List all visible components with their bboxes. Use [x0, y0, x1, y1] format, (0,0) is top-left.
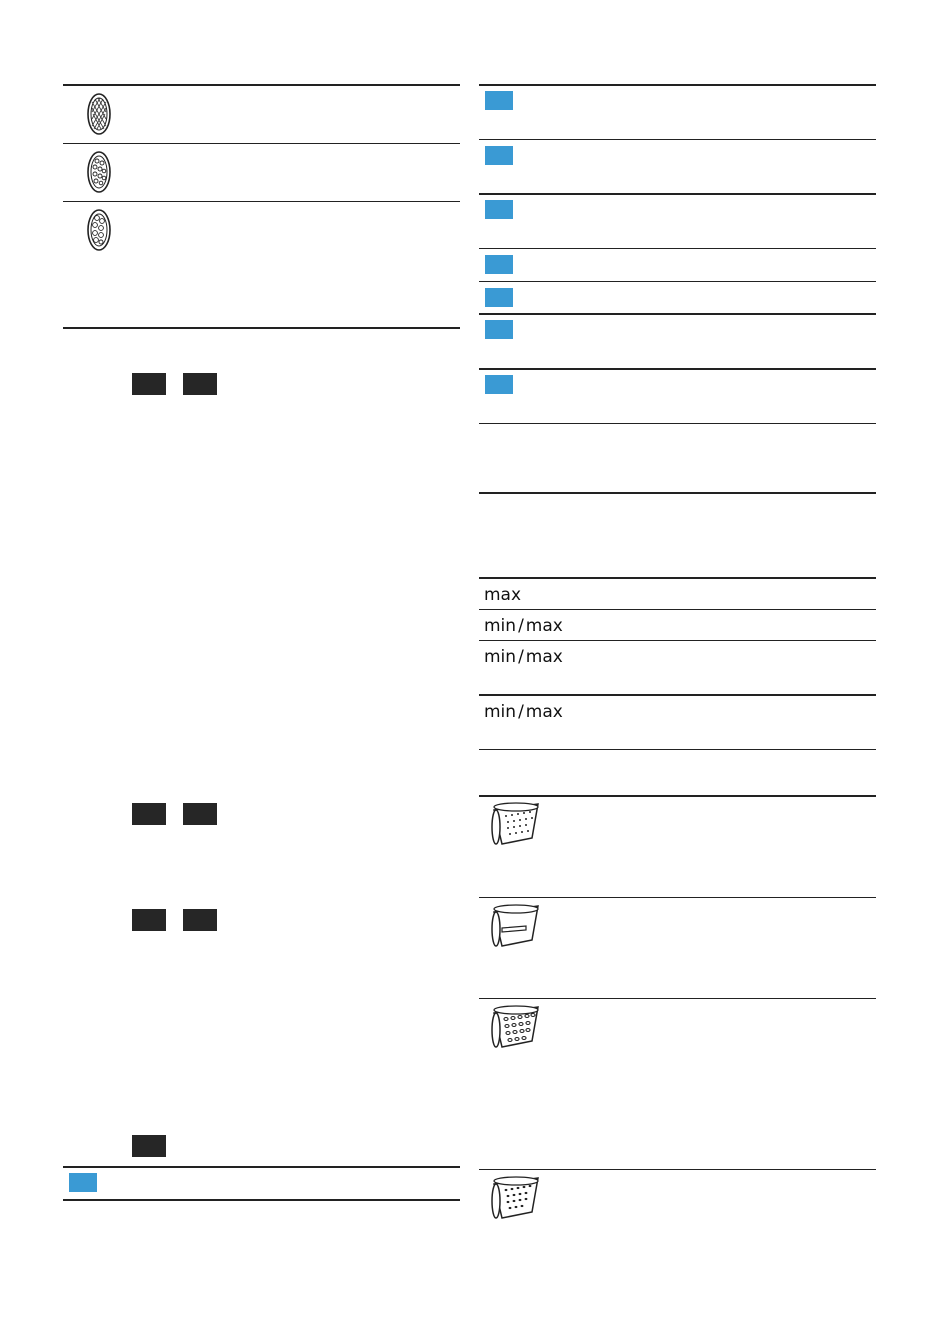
blue-marker	[485, 255, 513, 274]
speed-label-min-max	[484, 702, 563, 722]
table-rule	[479, 609, 876, 610]
coarse-grater-drum-icon	[486, 1003, 546, 1053]
table-rule	[63, 1199, 460, 1201]
table-rule	[479, 368, 876, 370]
speed-label-max	[484, 585, 521, 605]
table-rule	[479, 694, 876, 696]
speed-label-min-max	[484, 616, 563, 636]
key-badge	[132, 803, 166, 825]
key-badge	[132, 373, 166, 395]
speed-max-text: max	[525, 616, 563, 636]
speed-min-text: min	[484, 616, 517, 636]
table-rule	[479, 248, 876, 249]
table-rule	[479, 84, 876, 86]
fine-grater-drum-icon	[486, 800, 546, 850]
blue-marker	[69, 1173, 97, 1192]
table-rule	[479, 492, 876, 494]
blue-marker	[485, 200, 513, 219]
table-rule	[63, 143, 460, 144]
speed-separator: /	[518, 616, 524, 636]
speed-max-text: max	[525, 702, 563, 722]
key-badge	[183, 803, 217, 825]
table-rule	[479, 423, 876, 424]
coarse-hole-disc-icon	[84, 208, 114, 252]
blue-marker	[485, 375, 513, 394]
key-badge	[132, 1135, 166, 1157]
table-rule	[479, 640, 876, 641]
speed-separator: /	[518, 702, 524, 722]
key-badge	[183, 373, 217, 395]
table-rule	[479, 897, 876, 898]
table-rule	[479, 281, 876, 282]
table-rule	[479, 577, 876, 579]
fine-grid-disc-icon	[84, 92, 114, 136]
speed-separator: /	[518, 647, 524, 667]
table-rule	[479, 998, 876, 999]
speed-max-text: max	[525, 647, 563, 667]
table-rule	[63, 1166, 460, 1168]
table-rule	[63, 84, 460, 86]
table-rule	[63, 327, 460, 329]
key-badge	[183, 909, 217, 931]
table-rule	[479, 193, 876, 195]
table-rule	[479, 139, 876, 140]
slicing-drum-icon	[486, 902, 546, 952]
medium-hole-disc-icon	[84, 150, 114, 194]
key-badge	[132, 909, 166, 931]
speed-label-min-max	[484, 647, 563, 667]
table-rule	[63, 201, 460, 202]
table-rule	[479, 749, 876, 750]
table-rule	[479, 795, 876, 797]
speed-min-text: min	[484, 647, 517, 667]
table-rule	[479, 313, 876, 315]
medium-grater-drum-icon	[486, 1174, 546, 1224]
speed-min-text: min	[484, 702, 517, 722]
blue-marker	[485, 288, 513, 307]
table-rule	[479, 1169, 876, 1170]
blue-marker	[485, 146, 513, 165]
blue-marker	[485, 320, 513, 339]
blue-marker	[485, 91, 513, 110]
speed-max-text: max	[484, 585, 522, 605]
